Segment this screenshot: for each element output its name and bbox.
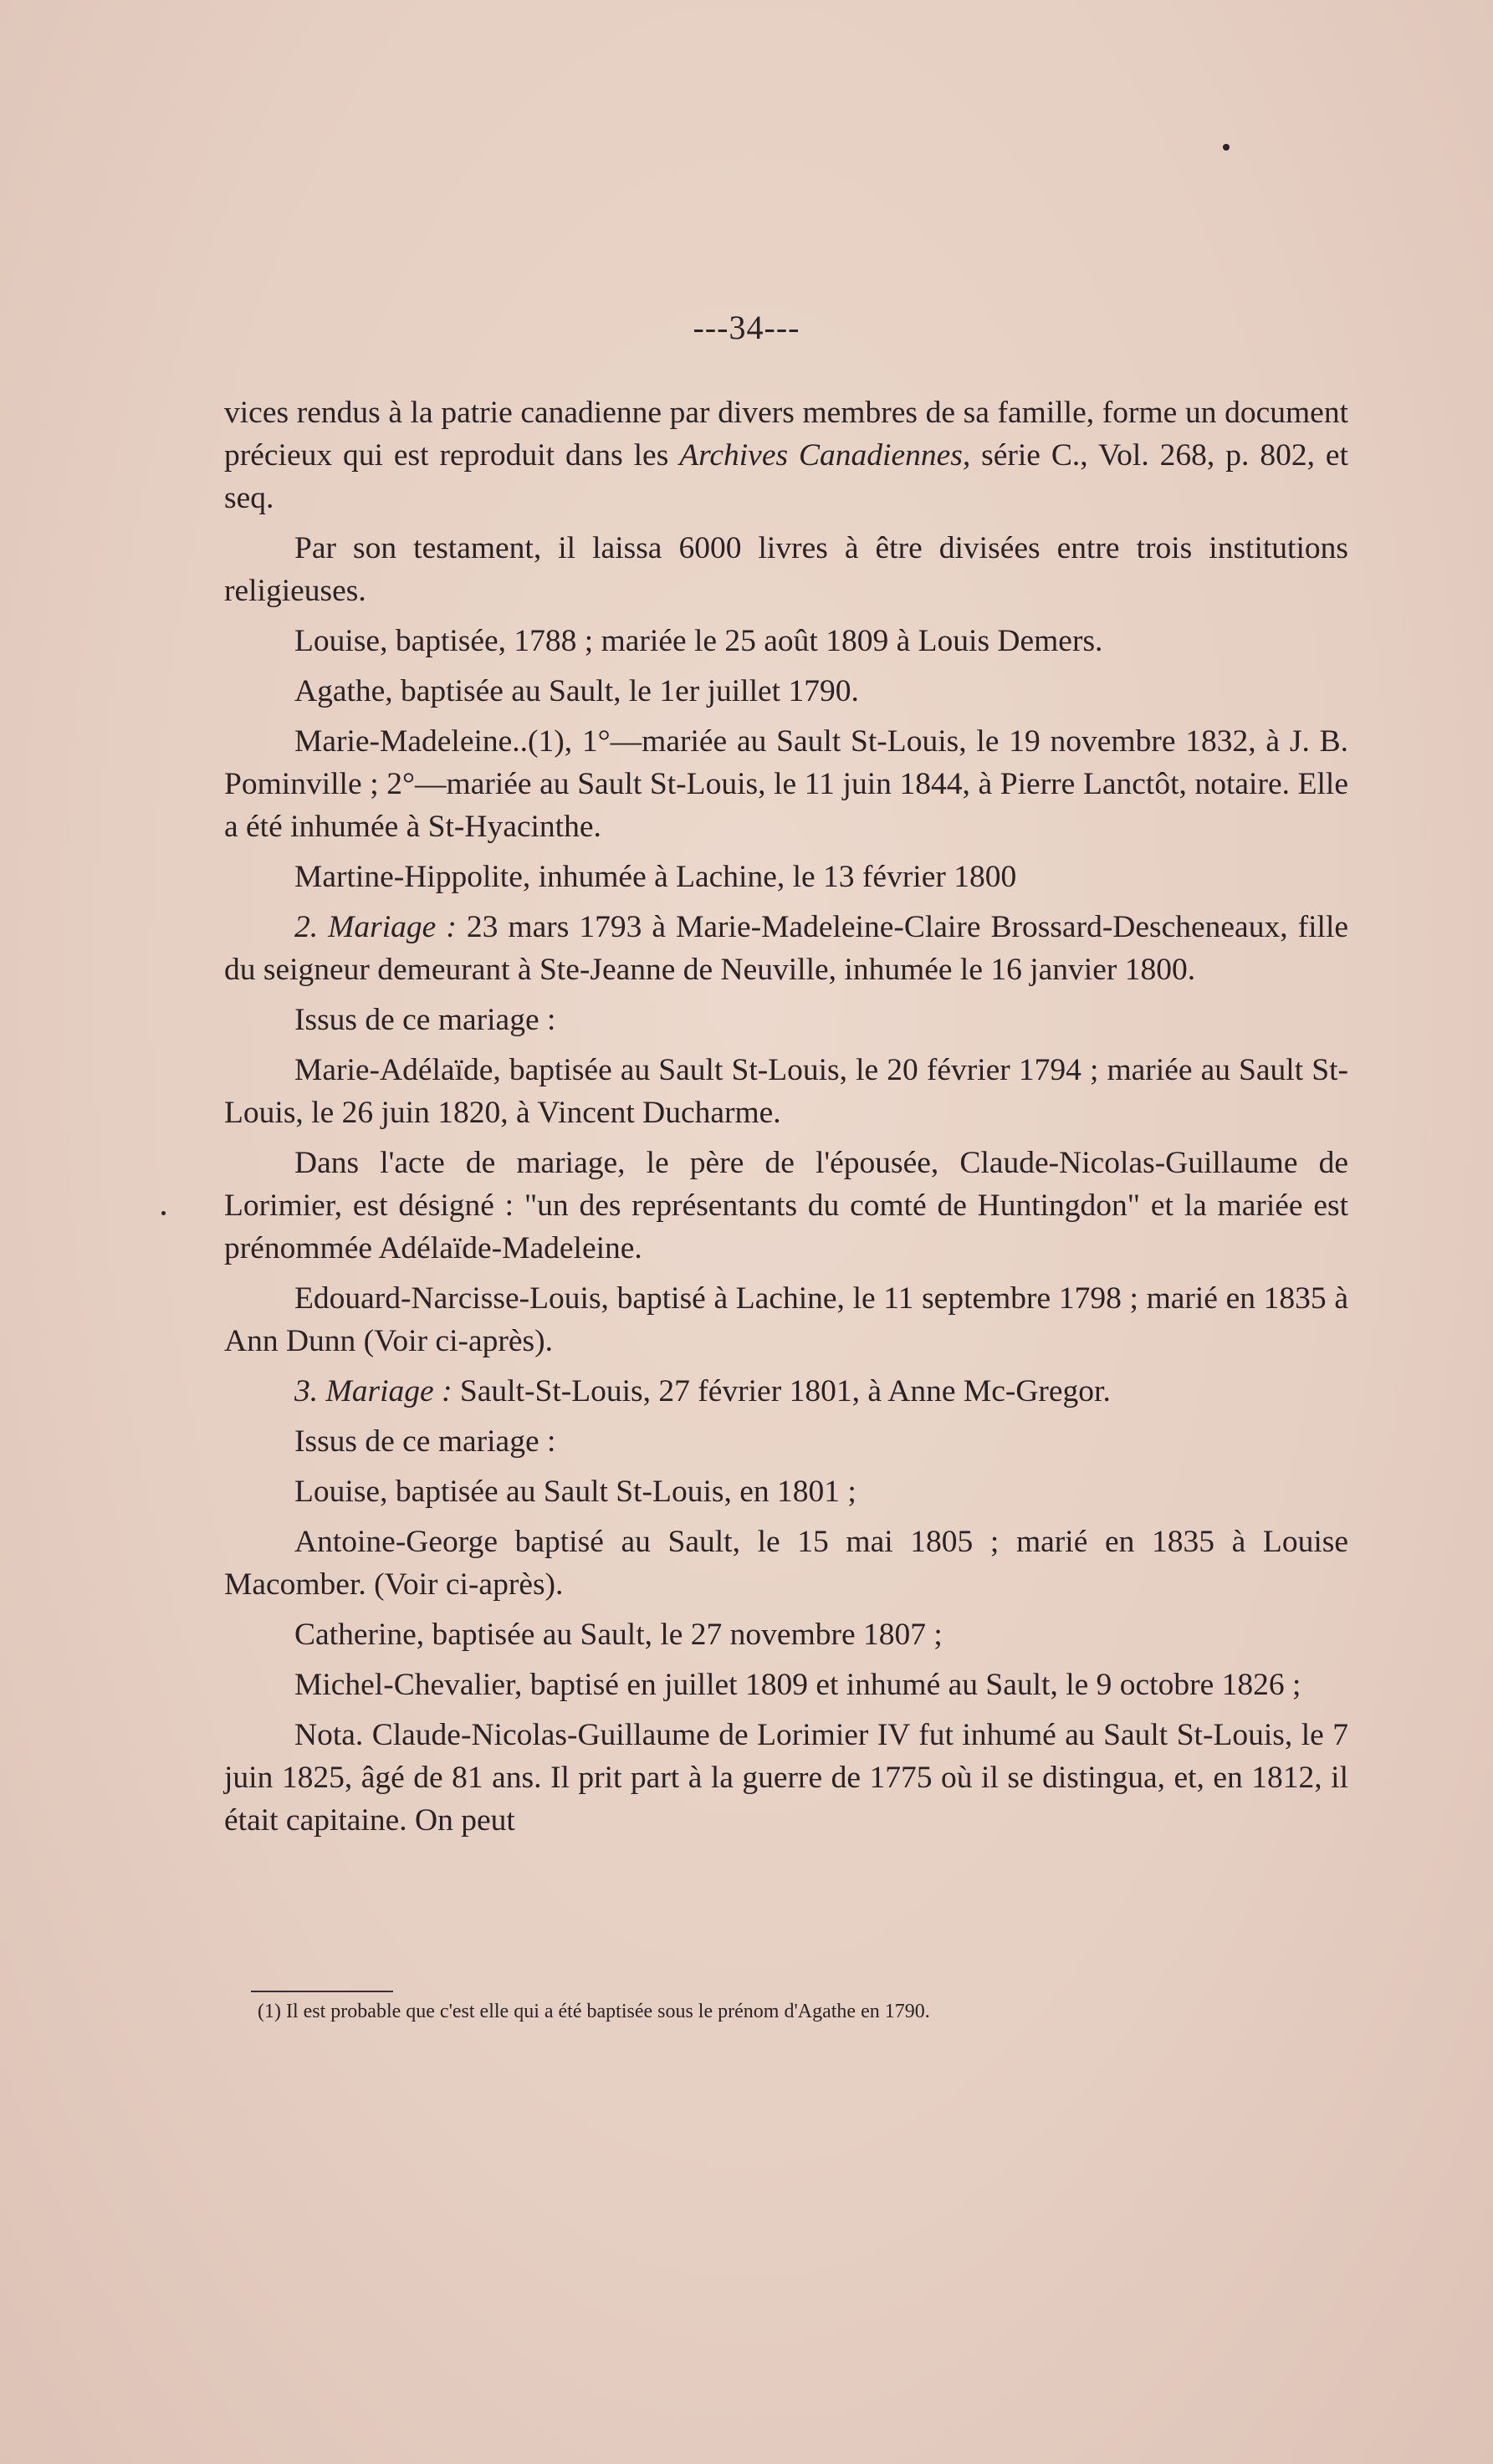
text-run: Antoine-George baptisé au Sault, le 15 mai 1805 ; marié en 1835 à Louise Macomber. (Voir ci-après).	[224, 1525, 1348, 1602]
paragraph	[224, 1664, 1348, 1706]
italic-text: 2. Mariage :	[294, 910, 457, 944]
text-run: vices rendus à la patrie canadienne par divers membres de sa famille, forme un document précieux qui est reproduit dans les	[224, 396, 1348, 473]
paragraph	[224, 1613, 1348, 1656]
paragraph	[224, 856, 1348, 898]
text-run: Louise, baptisée au Sault St-Louis, en 1801 ;	[294, 1475, 856, 1509]
text-run: série C., Vol. 268, p. 802, et seq.	[224, 438, 1348, 515]
paragraph	[224, 391, 1348, 519]
paragraph	[224, 527, 1348, 612]
paragraph	[224, 1470, 1348, 1513]
text-run: Nota. Claude-Nicolas-Guillaume de Lorimier IV fut inhumé au Sault St-Louis, le 7 juin 1825, âgé de 81 ans. Il prit part à la guerre de 1775 où il se distingua, et, en 1812, il était capitaine. On peut	[224, 1718, 1348, 1838]
paragraph	[224, 1714, 1348, 1842]
page-number: ---34---	[693, 309, 800, 346]
text-run: Par son testament, il laissa 6000 livres à être divisées entre trois institutions religieuses.	[224, 531, 1348, 608]
italic-text: Archives Canadiennes,	[679, 438, 971, 473]
italic-text: 3. Mariage :	[294, 1374, 453, 1408]
paragraph	[224, 1420, 1348, 1463]
footnote: (1) Il est probable que c'est elle qui a été baptisée sous le prénom d'Agathe en 1790.	[258, 2001, 930, 2022]
paragraph	[224, 1370, 1348, 1413]
text-run: Catherine, baptisée au Sault, le 27 novembre 1807 ;	[294, 1618, 943, 1652]
ink-speck	[161, 1211, 166, 1215]
paragraph	[224, 906, 1348, 991]
body-text	[224, 391, 1348, 1849]
text-run: Edouard-Narcisse-Louis, baptisé à Lachine, le 11 septembre 1798 ; marié en 1835 à Ann Dunn (Voir ci-après).	[224, 1281, 1348, 1358]
text-run: Agathe, baptisée au Sault, le 1er juillet 1790.	[294, 674, 859, 708]
text-run: Marie-Adélaïde, baptisée au Sault St-Louis, le 20 février 1794 ; mariée au Sault St-Louis, le 26 juin 1820, à Vincent Ducharme.	[224, 1053, 1348, 1130]
text-run: Michel-Chevalier, baptisé en juillet 1809 et inhumé au Sault, le 9 octobre 1826 ;	[294, 1668, 1301, 1702]
text-run: Louise, baptisée, 1788 ; mariée le 25 août 1809 à Louis Demers.	[294, 624, 1103, 658]
text-run: Issus de ce mariage :	[294, 1424, 556, 1459]
text-run: Marie-Madeleine..(1), 1°—mariée au Sault St-Louis, le 19 novembre 1832, à J. B. Pominville ; 2°—mariée au Sault St-Louis, le 11 juin 1844, à Pierre Lanctôt, notaire. Elle a été inhumée à St-Hyacinthe.	[224, 724, 1348, 844]
paragraph	[224, 1142, 1348, 1270]
paragraph	[224, 670, 1348, 713]
text-run: Dans l'acte de mariage, le père de l'épousée, Claude-Nicolas-Guillaume de Lorimier, est désigné : "un des représentants du comté de Huntingdon" et la mariée est prénommée Adélaïde-Madeleine.	[224, 1146, 1348, 1265]
text-run: Martine-Hippolite, inhumée à Lachine, le 13 février 1800	[294, 860, 1017, 894]
paragraph	[224, 1521, 1348, 1606]
paragraph	[224, 999, 1348, 1041]
paragraph	[224, 1049, 1348, 1134]
text-run: 23 mars 1793 à Marie-Madeleine-Claire Brossard-Descheneaux, fille du seigneur demeurant à Ste-Jeanne de Neuville, inhumée le 16 janvier 1800.	[224, 910, 1349, 987]
footnote-divider	[251, 1991, 393, 1992]
paragraph	[224, 720, 1348, 848]
paragraph	[224, 620, 1348, 662]
text-run: Issus de ce mariage :	[294, 1003, 556, 1037]
ink-speck	[1223, 144, 1230, 151]
text-run: Sault-St-Louis, 27 février 1801, à Anne Mc-Gregor.	[452, 1374, 1111, 1408]
paragraph	[224, 1277, 1348, 1362]
